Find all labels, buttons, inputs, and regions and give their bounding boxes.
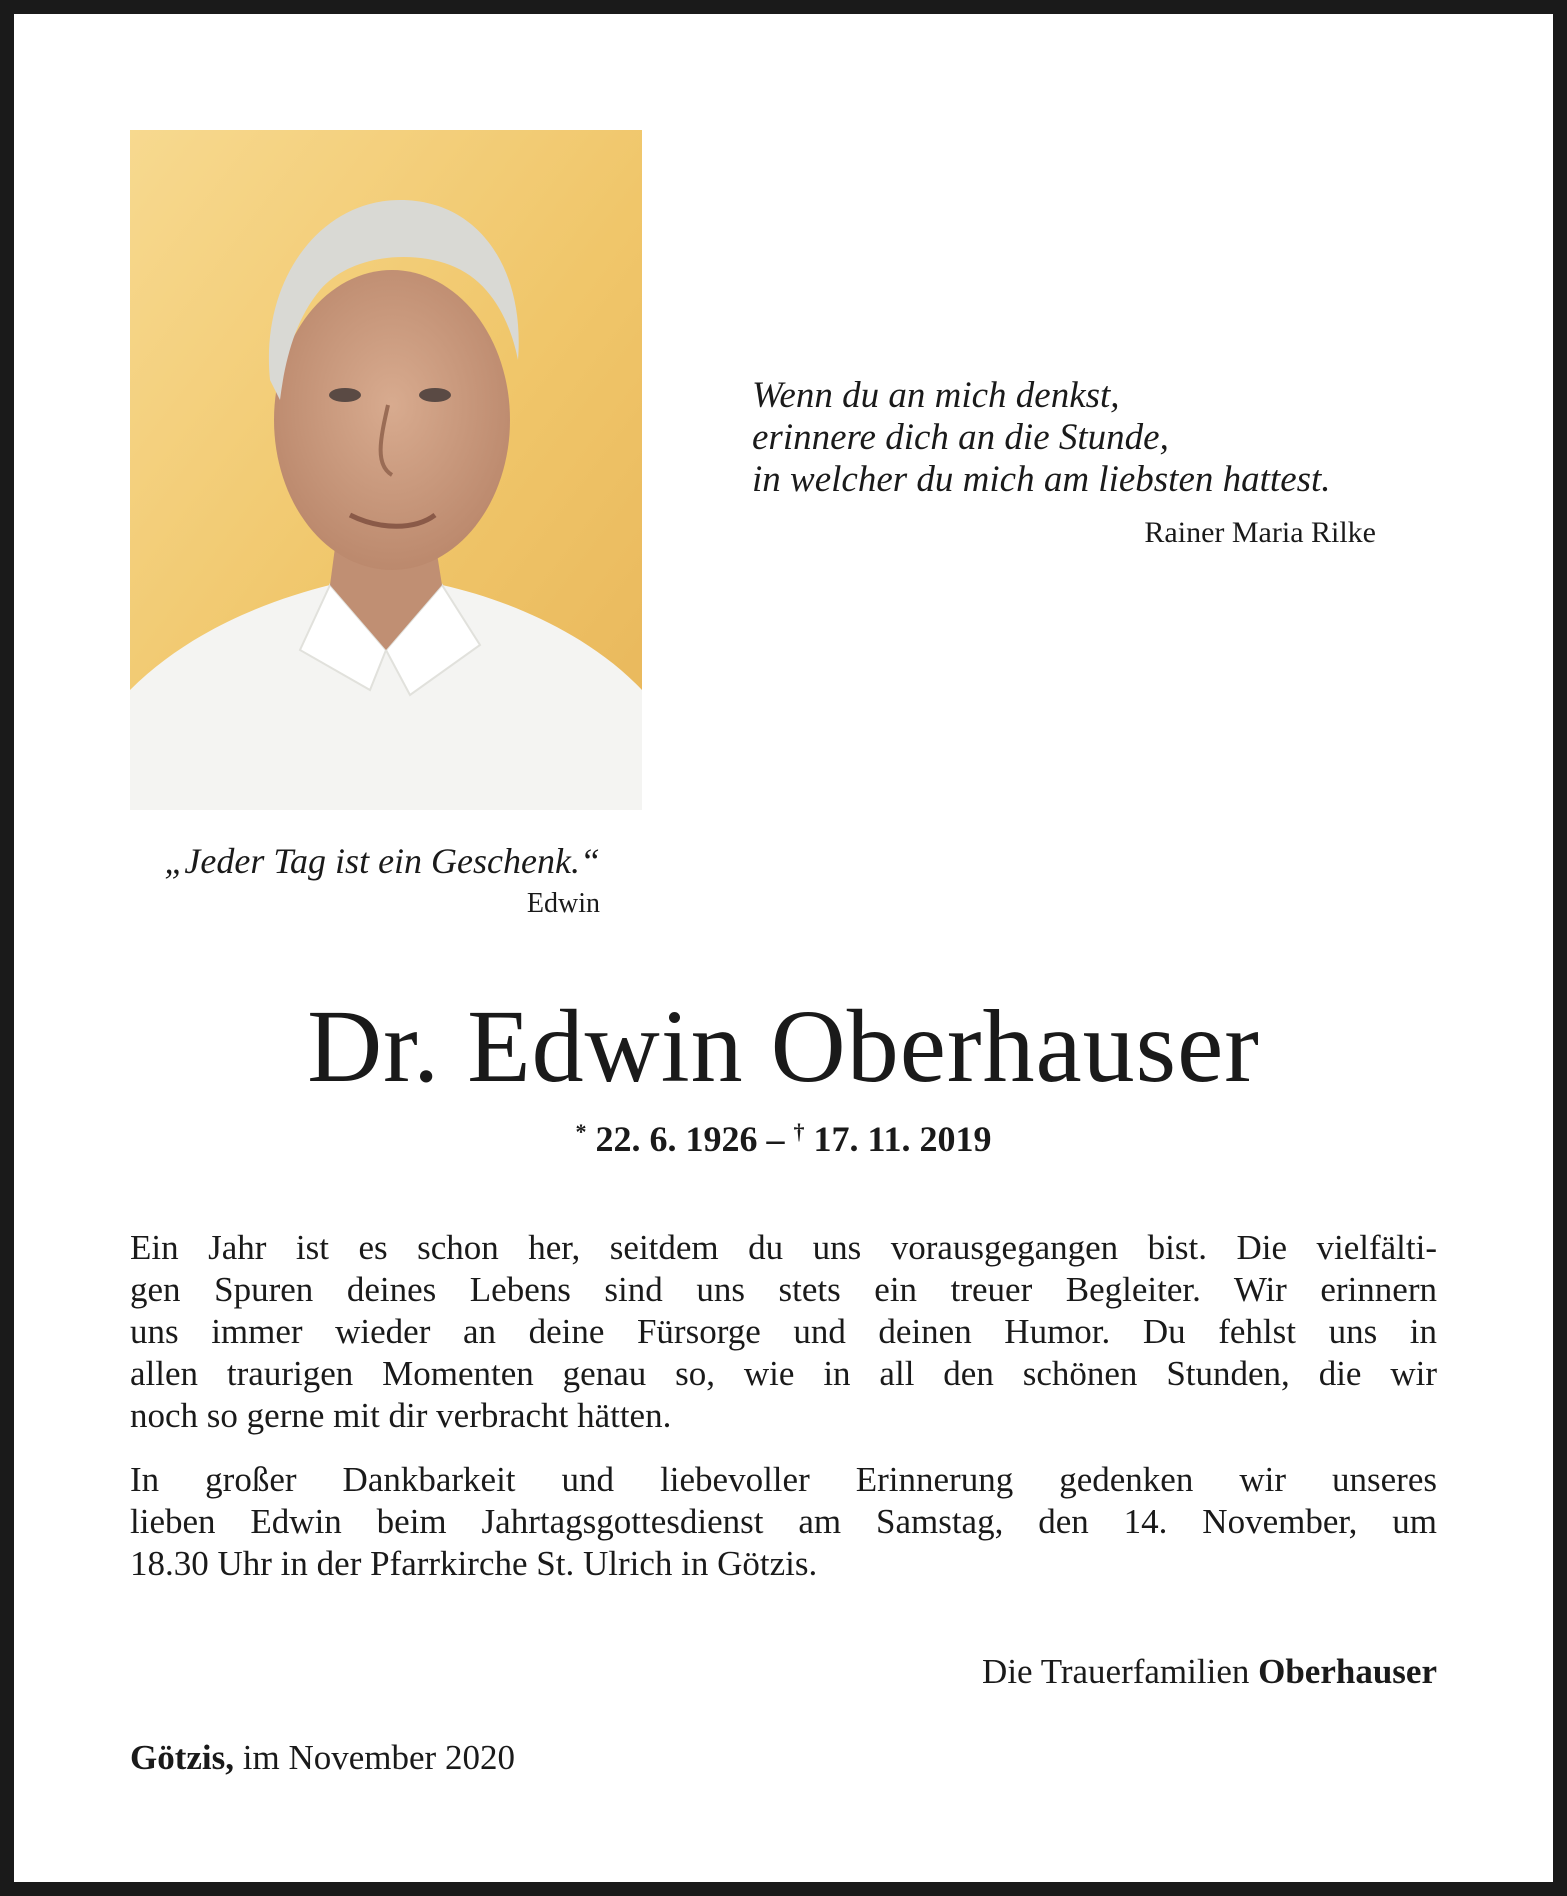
life-dates (0, 1118, 1567, 1160)
poem (752, 375, 1392, 501)
paragraph-line: 18.30 Uhr in der Pfarrkirche St. Ulrich in Götzis. (130, 1544, 818, 1583)
place-town: Götzis, (130, 1738, 235, 1777)
paragraph-line: In großer Dankbarkeit und liebevoller Erinnerung gedenken wir unseres (130, 1460, 1437, 1499)
death-symbol: † (793, 1119, 805, 1144)
service-paragraph (130, 1459, 1437, 1585)
paragraph-line: Ein Jahr ist es schon her, seitdem du uns vorausgegangen bist. Die vielfälti- (130, 1228, 1437, 1267)
paragraph-line: uns immer wieder an deine Fürsorge und deinen Humor. Du fehlst uns in (130, 1312, 1437, 1351)
birth-symbol: * (575, 1119, 587, 1144)
poem-author: Rainer Maria Rilke (1144, 516, 1376, 549)
quote-author: Edwin (526, 888, 600, 919)
paragraph-line: allen traurigen Momenten genau so, wie in all den schönen Stunden, die wir (130, 1354, 1437, 1393)
right-eye (419, 388, 451, 402)
place-and-date (130, 1738, 515, 1778)
paragraph-line: gen Spuren deines Lebens sind uns stets ein treuer Begleiter. Wir erinnern (130, 1270, 1437, 1309)
left-eye (329, 388, 361, 402)
signature-family: Oberhauser (1258, 1652, 1437, 1691)
signature-prefix: Die Trauerfamilien (982, 1652, 1250, 1691)
poem-line: Wenn du an mich denkst, (752, 375, 1120, 416)
birth-date: 22. 6. 1926 (595, 1119, 758, 1159)
memorial-paragraph (130, 1227, 1437, 1437)
deceased-name: Dr. Edwin Oberhauser (307, 989, 1260, 1104)
death-date: 17. 11. 2019 (813, 1119, 992, 1159)
portrait-photo (130, 130, 642, 810)
paragraph-line: noch so gerne mit dir verbracht hätten. (130, 1396, 672, 1435)
poem-line: in welcher du mich am liebsten hattest. (752, 459, 1331, 500)
paragraph-line: lieben Edwin beim Jahrtagsgottesdienst am Samstag, den 14. November, um (130, 1502, 1437, 1541)
portrait-illustration (130, 130, 642, 810)
family-signature (130, 1652, 1437, 1692)
place-date: im November 2020 (242, 1738, 515, 1777)
personal-quote: „Jeder Tag ist ein Geschenk.“ (164, 841, 600, 881)
date-separator: – (766, 1119, 785, 1159)
poem-line: erinnere dich an die Stunde, (752, 417, 1169, 458)
